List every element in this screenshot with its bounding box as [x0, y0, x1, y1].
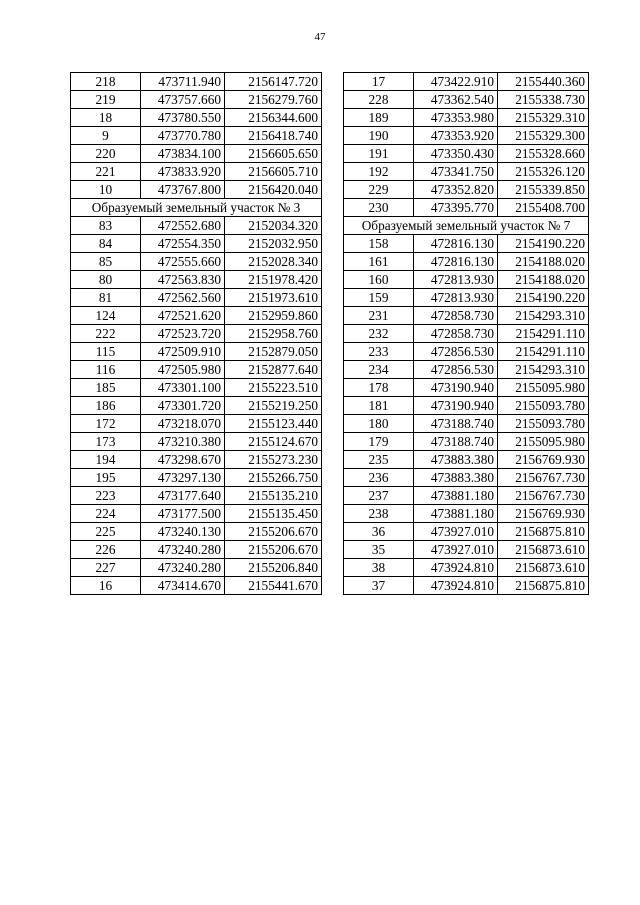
x-coordinate-cell: 473240.280 — [141, 559, 225, 577]
point-number-cell: 10 — [71, 181, 141, 199]
point-number-cell: 36 — [344, 523, 414, 541]
point-number-cell: 84 — [71, 235, 141, 253]
point-number-cell: 232 — [344, 325, 414, 343]
x-coordinate-cell: 473780.550 — [141, 109, 225, 127]
table-row — [344, 235, 589, 253]
y-coordinate-cell: 2155338.730 — [498, 91, 589, 109]
y-coordinate-cell: 2155328.660 — [498, 145, 589, 163]
x-coordinate-cell: 472816.130 — [414, 235, 498, 253]
table-row — [344, 145, 589, 163]
point-number-cell: 17 — [344, 73, 414, 91]
table-row — [71, 523, 322, 541]
y-coordinate-cell: 2152032.950 — [225, 235, 322, 253]
x-coordinate-cell: 473190.940 — [414, 397, 498, 415]
x-coordinate-cell: 473927.010 — [414, 523, 498, 541]
x-coordinate-cell: 473210.380 — [141, 433, 225, 451]
table-row — [344, 343, 589, 361]
x-coordinate-cell: 473362.540 — [414, 91, 498, 109]
point-number-cell: 185 — [71, 379, 141, 397]
point-number-cell: 179 — [344, 433, 414, 451]
point-number-cell: 219 — [71, 91, 141, 109]
y-coordinate-cell: 2155135.210 — [225, 487, 322, 505]
y-coordinate-cell: 2152028.340 — [225, 253, 322, 271]
y-coordinate-cell: 2155093.780 — [498, 397, 589, 415]
y-coordinate-cell: 2155339.850 — [498, 181, 589, 199]
point-number-cell: 35 — [344, 541, 414, 559]
point-number-cell: 85 — [71, 253, 141, 271]
point-number-cell: 231 — [344, 307, 414, 325]
table-row — [71, 487, 322, 505]
y-coordinate-cell: 2151978.420 — [225, 271, 322, 289]
table-row — [344, 541, 589, 559]
x-coordinate-cell: 473190.940 — [414, 379, 498, 397]
table-row — [344, 559, 589, 577]
x-coordinate-cell: 473301.100 — [141, 379, 225, 397]
x-coordinate-cell: 473927.010 — [414, 541, 498, 559]
table-row — [71, 505, 322, 523]
x-coordinate-cell: 473240.130 — [141, 523, 225, 541]
table-row — [344, 289, 589, 307]
table-row — [344, 181, 589, 199]
section-header-row — [344, 217, 589, 235]
x-coordinate-cell: 473352.820 — [414, 181, 498, 199]
point-number-cell: 80 — [71, 271, 141, 289]
y-coordinate-cell: 2155266.750 — [225, 469, 322, 487]
point-number-cell: 236 — [344, 469, 414, 487]
table-row — [344, 109, 589, 127]
point-number-cell: 222 — [71, 325, 141, 343]
x-coordinate-cell: 473353.980 — [414, 109, 498, 127]
point-number-cell: 230 — [344, 199, 414, 217]
y-coordinate-cell: 2154291.110 — [498, 343, 589, 361]
x-coordinate-cell: 473881.180 — [414, 505, 498, 523]
x-coordinate-cell: 473350.430 — [414, 145, 498, 163]
y-coordinate-cell: 2151973.610 — [225, 289, 322, 307]
x-coordinate-cell: 473924.810 — [414, 559, 498, 577]
table-row — [344, 505, 589, 523]
table-row — [71, 415, 322, 433]
point-number-cell: 194 — [71, 451, 141, 469]
x-coordinate-cell: 472856.530 — [414, 361, 498, 379]
point-number-cell: 159 — [344, 289, 414, 307]
y-coordinate-cell: 2155326.120 — [498, 163, 589, 181]
table-row — [71, 217, 322, 235]
table-row — [71, 163, 322, 181]
point-number-cell: 178 — [344, 379, 414, 397]
y-coordinate-cell: 2156344.600 — [225, 109, 322, 127]
table-row — [344, 397, 589, 415]
point-number-cell: 229 — [344, 181, 414, 199]
x-coordinate-cell: 473881.180 — [414, 487, 498, 505]
x-coordinate-cell: 473240.280 — [141, 541, 225, 559]
table-row — [71, 343, 322, 361]
x-coordinate-cell: 473177.500 — [141, 505, 225, 523]
table-row — [71, 541, 322, 559]
point-number-cell: 226 — [71, 541, 141, 559]
table-row — [344, 253, 589, 271]
y-coordinate-cell: 2155273.230 — [225, 451, 322, 469]
y-coordinate-cell: 2156767.730 — [498, 487, 589, 505]
y-coordinate-cell: 2152958.760 — [225, 325, 322, 343]
table-row — [71, 577, 322, 595]
y-coordinate-cell: 2155124.670 — [225, 433, 322, 451]
table-row — [71, 469, 322, 487]
table-row — [344, 577, 589, 595]
x-coordinate-cell: 472521.620 — [141, 307, 225, 325]
point-number-cell: 192 — [344, 163, 414, 181]
point-number-cell: 220 — [71, 145, 141, 163]
x-coordinate-cell: 473833.920 — [141, 163, 225, 181]
x-coordinate-cell: 473188.740 — [414, 415, 498, 433]
x-coordinate-cell: 472858.730 — [414, 325, 498, 343]
point-number-cell: 191 — [344, 145, 414, 163]
point-number-cell: 223 — [71, 487, 141, 505]
point-number-cell: 235 — [344, 451, 414, 469]
table-row — [344, 325, 589, 343]
y-coordinate-cell: 2154190.220 — [498, 235, 589, 253]
table-row — [344, 73, 589, 91]
y-coordinate-cell: 2155093.780 — [498, 415, 589, 433]
x-coordinate-cell: 472523.720 — [141, 325, 225, 343]
y-coordinate-cell: 2152879.050 — [225, 343, 322, 361]
x-coordinate-cell: 472562.560 — [141, 289, 225, 307]
point-number-cell: 228 — [344, 91, 414, 109]
y-coordinate-cell: 2155219.250 — [225, 397, 322, 415]
x-coordinate-cell: 472505.980 — [141, 361, 225, 379]
x-coordinate-cell: 473924.810 — [414, 577, 498, 595]
point-number-cell: 83 — [71, 217, 141, 235]
x-coordinate-cell: 473395.770 — [414, 199, 498, 217]
table-row — [71, 289, 322, 307]
table-row — [71, 181, 322, 199]
x-coordinate-cell: 472813.930 — [414, 271, 498, 289]
table-row — [344, 361, 589, 379]
x-coordinate-cell: 472816.130 — [414, 253, 498, 271]
table-row — [344, 469, 589, 487]
y-coordinate-cell: 2155329.310 — [498, 109, 589, 127]
x-coordinate-cell: 473422.910 — [414, 73, 498, 91]
y-coordinate-cell: 2156605.710 — [225, 163, 322, 181]
table-row — [344, 451, 589, 469]
y-coordinate-cell: 2155206.840 — [225, 559, 322, 577]
table-body — [344, 73, 589, 595]
table-row — [344, 271, 589, 289]
x-coordinate-cell: 473883.380 — [414, 451, 498, 469]
x-coordinate-cell: 472563.830 — [141, 271, 225, 289]
table-row — [71, 379, 322, 397]
x-coordinate-cell: 472813.930 — [414, 289, 498, 307]
x-coordinate-cell: 472555.660 — [141, 253, 225, 271]
x-coordinate-cell: 473767.800 — [141, 181, 225, 199]
table-row — [71, 145, 322, 163]
point-number-cell: 160 — [344, 271, 414, 289]
x-coordinate-cell: 473757.660 — [141, 91, 225, 109]
point-number-cell: 172 — [71, 415, 141, 433]
point-number-cell: 218 — [71, 73, 141, 91]
point-number-cell: 116 — [71, 361, 141, 379]
table-row — [71, 307, 322, 325]
point-number-cell: 9 — [71, 127, 141, 145]
section-title: Образуемый земельный участок № 3 — [71, 199, 322, 217]
point-number-cell: 238 — [344, 505, 414, 523]
section-header-row — [71, 199, 322, 217]
y-coordinate-cell: 2156873.610 — [498, 541, 589, 559]
y-coordinate-cell: 2155206.670 — [225, 541, 322, 559]
point-number-cell: 233 — [344, 343, 414, 361]
x-coordinate-cell: 473297.130 — [141, 469, 225, 487]
y-coordinate-cell: 2156873.610 — [498, 559, 589, 577]
point-number-cell: 237 — [344, 487, 414, 505]
y-coordinate-cell: 2156769.930 — [498, 451, 589, 469]
y-coordinate-cell: 2156767.730 — [498, 469, 589, 487]
y-coordinate-cell: 2155329.300 — [498, 127, 589, 145]
point-number-cell: 227 — [71, 559, 141, 577]
table-row — [344, 415, 589, 433]
point-number-cell: 234 — [344, 361, 414, 379]
y-coordinate-cell: 2155408.700 — [498, 199, 589, 217]
y-coordinate-cell: 2156418.740 — [225, 127, 322, 145]
y-coordinate-cell: 2155441.670 — [225, 577, 322, 595]
table-row — [344, 199, 589, 217]
y-coordinate-cell: 2154291.110 — [498, 325, 589, 343]
x-coordinate-cell: 473177.640 — [141, 487, 225, 505]
x-coordinate-cell: 473834.100 — [141, 145, 225, 163]
point-number-cell: 81 — [71, 289, 141, 307]
y-coordinate-cell: 2156605.650 — [225, 145, 322, 163]
y-coordinate-cell: 2156420.040 — [225, 181, 322, 199]
table-row — [344, 307, 589, 325]
point-number-cell: 16 — [71, 577, 141, 595]
point-number-cell: 221 — [71, 163, 141, 181]
y-coordinate-cell: 2152034.320 — [225, 217, 322, 235]
y-coordinate-cell: 2156875.810 — [498, 577, 589, 595]
point-number-cell: 161 — [344, 253, 414, 271]
y-coordinate-cell: 2156875.810 — [498, 523, 589, 541]
table-row — [71, 397, 322, 415]
y-coordinate-cell: 2155206.670 — [225, 523, 322, 541]
x-coordinate-cell: 473301.720 — [141, 397, 225, 415]
y-coordinate-cell: 2152877.640 — [225, 361, 322, 379]
table-row — [344, 487, 589, 505]
point-number-cell: 195 — [71, 469, 141, 487]
table-row — [71, 451, 322, 469]
point-number-cell: 124 — [71, 307, 141, 325]
x-coordinate-cell: 473414.670 — [141, 577, 225, 595]
y-coordinate-cell: 2154293.310 — [498, 307, 589, 325]
y-coordinate-cell: 2155440.360 — [498, 73, 589, 91]
point-number-cell: 38 — [344, 559, 414, 577]
point-number-cell: 173 — [71, 433, 141, 451]
table-row — [71, 325, 322, 343]
point-number-cell: 186 — [71, 397, 141, 415]
point-number-cell: 190 — [344, 127, 414, 145]
y-coordinate-cell: 2156279.760 — [225, 91, 322, 109]
point-number-cell: 180 — [344, 415, 414, 433]
y-coordinate-cell: 2155123.440 — [225, 415, 322, 433]
table-row — [71, 235, 322, 253]
table-row — [71, 361, 322, 379]
table-row — [71, 109, 322, 127]
point-number-cell: 189 — [344, 109, 414, 127]
table-row — [344, 127, 589, 145]
x-coordinate-cell: 472554.350 — [141, 235, 225, 253]
x-coordinate-cell: 473711.940 — [141, 73, 225, 91]
x-coordinate-cell: 473298.670 — [141, 451, 225, 469]
point-number-cell: 158 — [344, 235, 414, 253]
y-coordinate-cell: 2154190.220 — [498, 289, 589, 307]
table-body — [71, 73, 322, 595]
point-number-cell: 225 — [71, 523, 141, 541]
x-coordinate-cell: 472858.730 — [414, 307, 498, 325]
y-coordinate-cell: 2156769.930 — [498, 505, 589, 523]
y-coordinate-cell: 2155223.510 — [225, 379, 322, 397]
point-number-cell: 181 — [344, 397, 414, 415]
table-row — [71, 433, 322, 451]
y-coordinate-cell: 2154293.310 — [498, 361, 589, 379]
table-row — [71, 91, 322, 109]
x-coordinate-cell: 472856.530 — [414, 343, 498, 361]
table-row — [344, 523, 589, 541]
table-row — [71, 127, 322, 145]
coordinates-table-left — [70, 72, 322, 595]
point-number-cell: 115 — [71, 343, 141, 361]
x-coordinate-cell: 473883.380 — [414, 469, 498, 487]
table-row — [71, 73, 322, 91]
page-number: 47 — [314, 31, 326, 43]
y-coordinate-cell: 2154188.020 — [498, 271, 589, 289]
x-coordinate-cell: 472509.910 — [141, 343, 225, 361]
x-coordinate-cell: 473353.920 — [414, 127, 498, 145]
x-coordinate-cell: 473341.750 — [414, 163, 498, 181]
table-row — [71, 253, 322, 271]
coordinates-table-right — [343, 72, 589, 595]
y-coordinate-cell: 2155135.450 — [225, 505, 322, 523]
table-row — [71, 271, 322, 289]
section-title: Образуемый земельный участок № 7 — [344, 217, 589, 235]
x-coordinate-cell: 473218.070 — [141, 415, 225, 433]
y-coordinate-cell: 2154188.020 — [498, 253, 589, 271]
point-number-cell: 37 — [344, 577, 414, 595]
x-coordinate-cell: 472552.680 — [141, 217, 225, 235]
table-row — [344, 163, 589, 181]
table-row — [344, 379, 589, 397]
point-number-cell: 224 — [71, 505, 141, 523]
y-coordinate-cell: 2155095.980 — [498, 433, 589, 451]
point-number-cell: 18 — [71, 109, 141, 127]
table-row — [344, 433, 589, 451]
x-coordinate-cell: 473770.780 — [141, 127, 225, 145]
y-coordinate-cell: 2156147.720 — [225, 73, 322, 91]
table-row — [344, 91, 589, 109]
x-coordinate-cell: 473188.740 — [414, 433, 498, 451]
y-coordinate-cell: 2152959.860 — [225, 307, 322, 325]
table-row — [71, 559, 322, 577]
y-coordinate-cell: 2155095.980 — [498, 379, 589, 397]
